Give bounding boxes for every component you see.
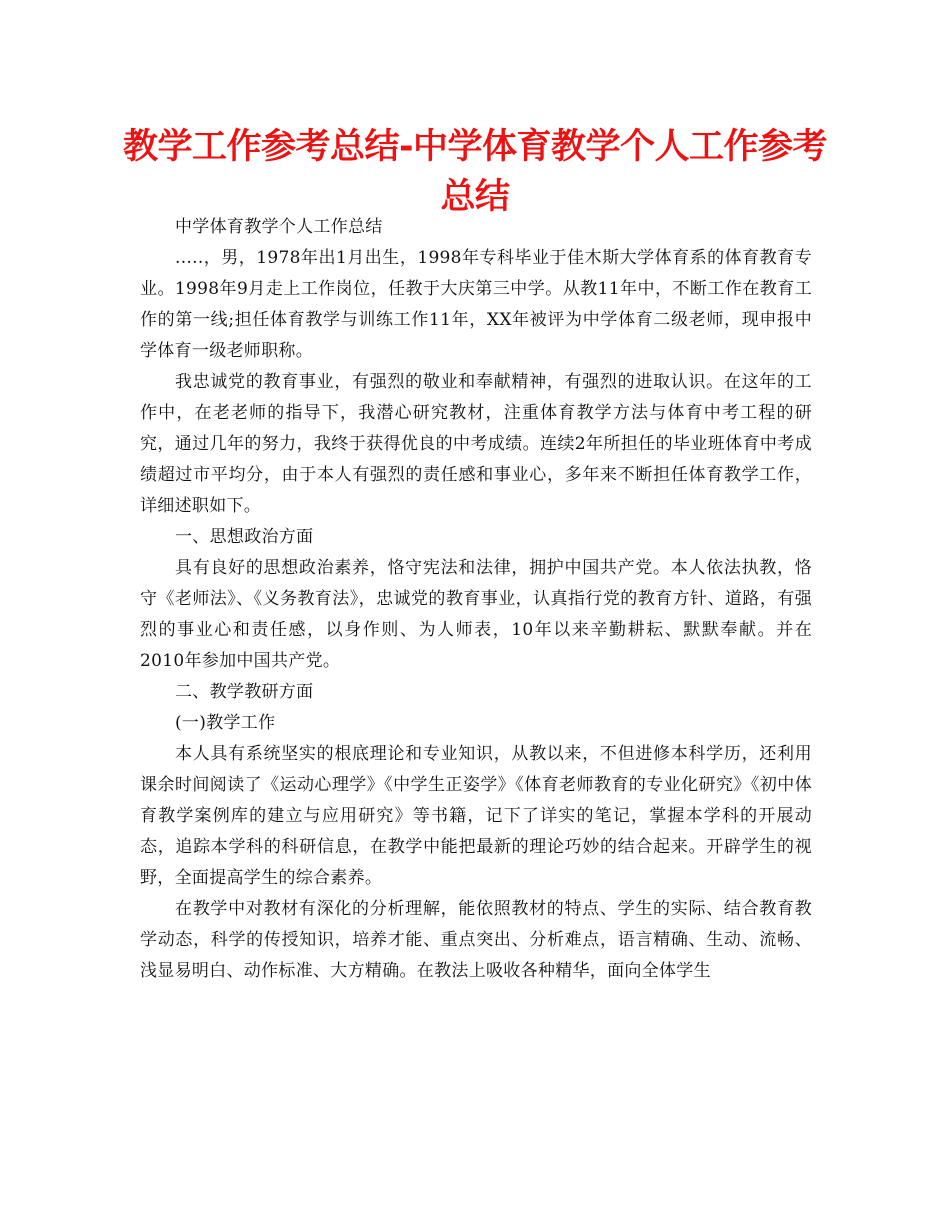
knowledge-paragraph: 本人具有系统坚实的根底理论和专业知识，从教以来，不但进修本科学历，还利用课余时间阅读了《运动心理学》《中学生正姿学》《体育老师教育的专业化研究》《初中体育教学案例库的建立与应用研究》等书籍，记下了详实的笔记，掌握本学科的开展动态，追踪本学科的科研信息，在教学中能把最新的理论巧妙的结合起来。开辟学生的视野，全面提高学生的综合素养。: [140, 744, 812, 888]
teaching-method-paragraph: 在教学中对教材有深化的分析理解，能依照教材的特点、学生的实际、结合教育教学动态，科学的传授知识，培养才能、重点突出、分析难点，语言精确、生动、流畅、浅显易明白、动作标准、大方精确。在教法上吸收各种精华，面向全体学生: [140, 899, 812, 981]
dedication-paragraph: 我忠诚党的教育事业，有强烈的敬业和奉献精神，有强烈的进取认识。在这年的工作中，在老老师的指导下，我潜心研究教材，注重体育教学方法与体育中考工程的研究，通过几年的努力，我终于获得优良的中考成绩。连续2年所担任的毕业班体育中考成绩超过市平均分，由于本人有强烈的责任感和事业心，多年来不断担任体育教学工作，详细述职如下。: [140, 372, 812, 516]
document-body: [140, 212, 812, 987]
intro-paragraph: .....，男，1978年出1月出生，1998年专科毕业于佳木斯大学体育系的体育教育专业。1998年9月走上工作岗位，任教于大庆第三中学。从教11年中，不断工作在教育工作的第一线;担任体育教学与训练工作11年，XX年被评为中学体育二级老师，现申报中学体育一级老师职称。: [140, 248, 812, 361]
subsection-heading-teaching: (一)教学工作: [175, 713, 276, 733]
section-heading-politics: 一、思想政治方面: [175, 527, 314, 547]
politics-paragraph: 具有良好的思想政治素养，恪守宪法和法律，拥护中国共产党。本人依法执教，恪守《老师法》、《义务教育法》，忠诚党的教育事业，认真指行党的教育方针、道路，有强烈的事业心和责任感，以身作则、为人师表，10年以来辛勤耕耘、默默奉献。并在2010年参加中国共产党。: [140, 558, 812, 671]
document-title: 教学工作参考总结-中学体育教学个人工作参考总结: [122, 127, 828, 217]
section-heading-teaching-research: 二、教学教研方面: [175, 682, 314, 702]
subtitle-paragraph: 中学体育教学个人工作总结: [175, 217, 383, 237]
